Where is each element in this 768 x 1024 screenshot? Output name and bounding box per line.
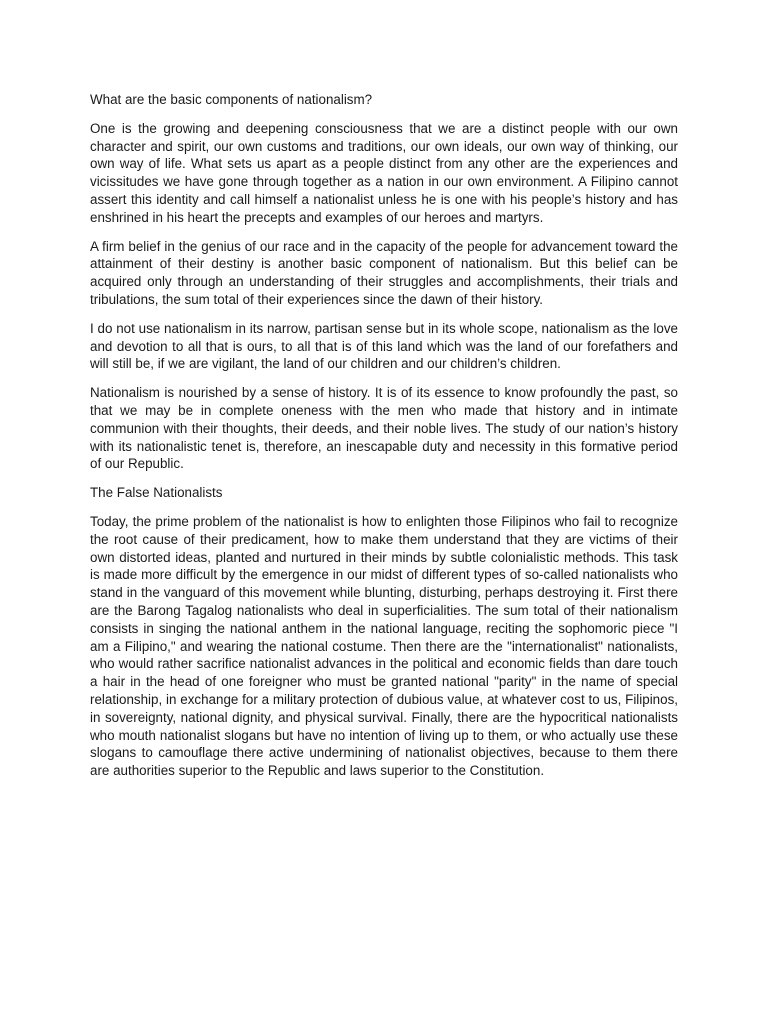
paragraph-false-nationalists: Today, the prime problem of the nationalist is how to enlighten those Filipinos who fail to recognize the root cause of their predicament, how to make them understand that they are victims of their own distorted ideas, planted and nurtured in their minds by subtle colonialistic methods. This task is made more difficult by the emergence in our midst of different types of so-called nationalists who stand in the vanguard of this movement while blunting, disturbing, perhaps destroying it. First there are the Barong Tagalog nationalists who deal in superficialities. The sum total of their nationalism consists in singing the national anthem in the national language, reciting the sophomoric piece "I am a Filipino," and wearing the national costume. Then there are the "internationalist" nationalists, who would rather sacrifice nationalist advances in the political and economic fields than dare touch a hair in the head of one foreigner who must be granted national "parity" in the name of special relationship, in exchange for a military protection of dubious value, at whatever cost to us, Filipinos, in sovereignty, national dignity, and physical survival. Finally, there are the hypocritical nationalists who mouth nationalist slogans but have no intention of living up to them, or who actually use these slogans to camouflage there active undermining of nationalist objectives, because to them there are authorities superior to the Republic and laws superior to the Constitution. [90,513,678,779]
section-heading: The False Nationalists [90,485,223,501]
paragraph-sense-of-history: Nationalism is nourished by a sense of history. It is of its essence to know profoundly the past, so that we may be in complete oneness with the men who made that history and in intimate communion with their thoughts, their deeds, and their noble lives. The study of our nation’s history with its nationalistic tenet is, therefore, an inescapable duty and necessity in this formative period of our Republic. [90,385,678,472]
paragraph-firm-belief: A firm belief in the genius of our race and in the capacity of the people for advancement toward the attainment of their destiny is another basic component of nationalism. But this belief can be acquired only through an understanding of their struggles and accomplishments, their trials and tribulations, the sum total of their experiences since the dawn of their history. [90,238,678,307]
document-page [90,91,678,791]
paragraph-consciousness: One is the growing and deepening consciousness that we are a distinct people with our own character and spirit, our own customs and traditions, our own ideals, our own way of thinking, our own way of life. What sets us apart as a people distinct from any other are the experiences and vicissitudes we have gone through together as a nation in our own environment. A Filipino cannot assert this identity and call himself a nationalist unless he is one with his people’s history and has enshrined in his heart the precepts and examples of our heroes and martyrs. [90,120,678,225]
question-heading: What are the basic components of nationalism? [90,92,373,107]
paragraph-whole-scope: I do not use nationalism in its narrow, partisan sense but in its whole scope, nationalism as the love and devotion to all that is ours, to all that is of this land which was the land of our forefathers and will still be, if we are vigilant, the land of our children and our children’s children. [90,320,678,372]
